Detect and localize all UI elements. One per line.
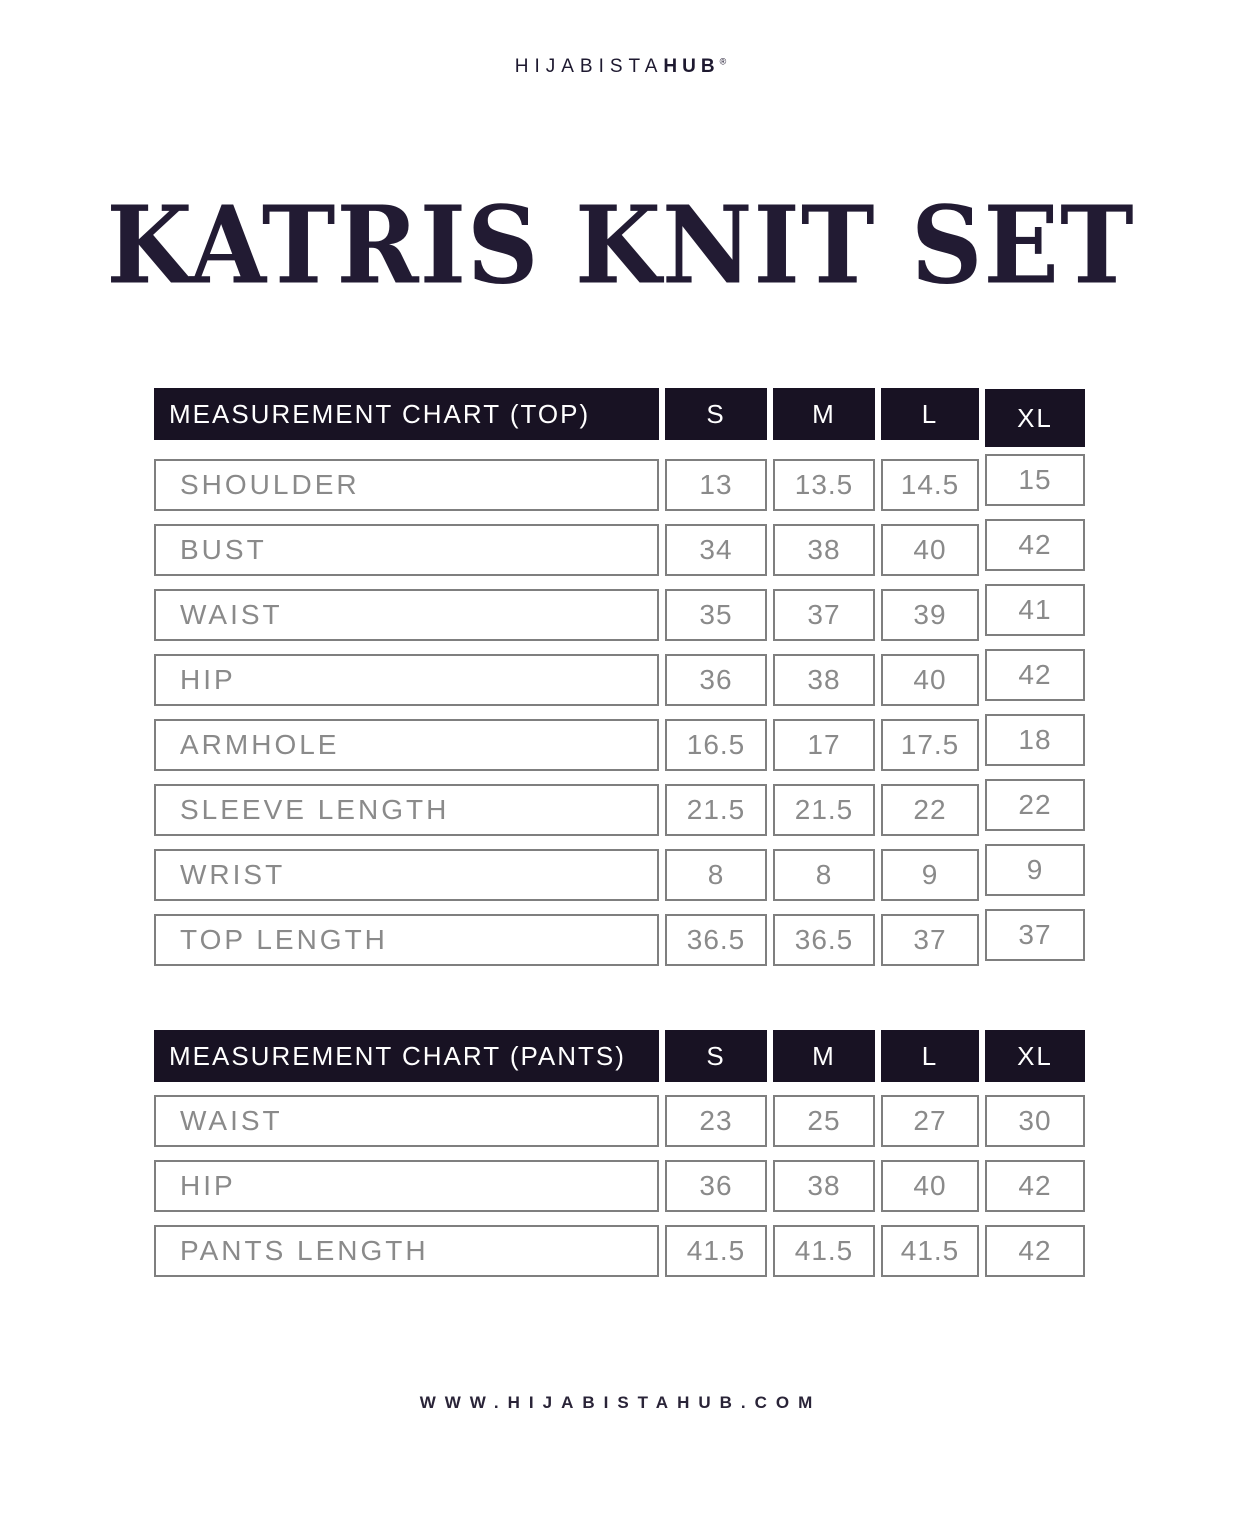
- measurement-value-cell: 16.5: [665, 719, 767, 771]
- measurement-value-cell: 40: [881, 654, 979, 706]
- measurement-value-cell: 13.5: [773, 459, 875, 511]
- measurement-value-cell: 8: [773, 849, 875, 901]
- measurement-value-cell: 8: [665, 849, 767, 901]
- measurement-value-cell: 40: [881, 1160, 979, 1212]
- measurement-value-cell: 42: [985, 1225, 1085, 1277]
- measurement-value-cell: 21.5: [665, 784, 767, 836]
- measurement-row-label: SLEEVE LENGTH: [154, 784, 659, 836]
- registered-trademark-icon: ®: [719, 56, 727, 67]
- measurement-value-cell: 23: [665, 1095, 767, 1147]
- measurement-value-cell: 25: [773, 1095, 875, 1147]
- measurement-row-label: HIP: [154, 654, 659, 706]
- measurement-value-cell: 36: [665, 1160, 767, 1212]
- measurement-value-cell: 41.5: [665, 1225, 767, 1277]
- measurement-value-cell: 22: [985, 779, 1085, 831]
- measurement-value-cell: 42: [985, 1160, 1085, 1212]
- size-column-header-xl: XL: [985, 389, 1085, 447]
- measurement-value-cell: 35: [665, 589, 767, 641]
- measurement-value-cell: 37: [985, 909, 1085, 961]
- measurement-value-cell: 36.5: [773, 914, 875, 966]
- measurement-row-label: TOP LENGTH: [154, 914, 659, 966]
- measurement-value-cell: 18: [985, 714, 1085, 766]
- measurement-value-cell: 38: [773, 1160, 875, 1212]
- measurement-table-pants: [154, 1030, 1085, 1277]
- measurement-value-cell: 41.5: [773, 1225, 875, 1277]
- measurement-value-cell: 36.5: [665, 914, 767, 966]
- measurement-value-cell: 41: [985, 584, 1085, 636]
- measurement-value-cell: 36: [665, 654, 767, 706]
- brand-logo-bold: HUB: [663, 56, 720, 77]
- measurement-row-label: WRIST: [154, 849, 659, 901]
- measurement-table-top: [154, 388, 1085, 966]
- measurement-value-cell: 22: [881, 784, 979, 836]
- size-column-header-xl: XL: [985, 1030, 1085, 1082]
- measurement-value-cell: 42: [985, 519, 1085, 571]
- measurement-row-label: WAIST: [154, 589, 659, 641]
- brand-logo: [0, 56, 1241, 78]
- measurement-value-cell: 14.5: [881, 459, 979, 511]
- measurement-row-label: ARMHOLE: [154, 719, 659, 771]
- measurement-value-cell: 13: [665, 459, 767, 511]
- measurement-value-cell: 37: [773, 589, 875, 641]
- measurement-row-label: PANTS LENGTH: [154, 1225, 659, 1277]
- website-url: WWW.HIJABISTAHUB.COM: [419, 1393, 822, 1412]
- size-column-header-s: S: [665, 388, 767, 440]
- measurement-value-cell: 9: [881, 849, 979, 901]
- measurement-value-cell: 27: [881, 1095, 979, 1147]
- size-column-header-l: L: [881, 388, 979, 440]
- size-column-header-m: M: [773, 388, 875, 440]
- measurement-row-label: WAIST: [154, 1095, 659, 1147]
- measurement-value-cell: 40: [881, 524, 979, 576]
- size-column-header-m: M: [773, 1030, 875, 1082]
- table-header-label: MEASUREMENT CHART (TOP): [154, 388, 659, 440]
- measurement-value-cell: 38: [773, 524, 875, 576]
- size-column-header-l: L: [881, 1030, 979, 1082]
- measurement-value-cell: 9: [985, 844, 1085, 896]
- size-column-header-s: S: [665, 1030, 767, 1082]
- measurement-value-cell: 15: [985, 454, 1085, 506]
- measurement-row-label: SHOULDER: [154, 459, 659, 511]
- measurement-row-label: HIP: [154, 1160, 659, 1212]
- measurement-value-cell: 37: [881, 914, 979, 966]
- brand-logo-regular: HIJABISTA: [514, 56, 664, 77]
- measurement-value-cell: 41.5: [881, 1225, 979, 1277]
- measurement-value-cell: 17.5: [881, 719, 979, 771]
- table-header-label: MEASUREMENT CHART (PANTS): [154, 1030, 659, 1082]
- page-title: KATRIS KNIT SET: [106, 183, 1135, 309]
- measurement-value-cell: 30: [985, 1095, 1085, 1147]
- measurement-value-cell: 42: [985, 649, 1085, 701]
- measurement-value-cell: 17: [773, 719, 875, 771]
- measurement-value-cell: 39: [881, 589, 979, 641]
- measurement-value-cell: 38: [773, 654, 875, 706]
- measurement-value-cell: 34: [665, 524, 767, 576]
- measurement-value-cell: 21.5: [773, 784, 875, 836]
- measurement-row-label: BUST: [154, 524, 659, 576]
